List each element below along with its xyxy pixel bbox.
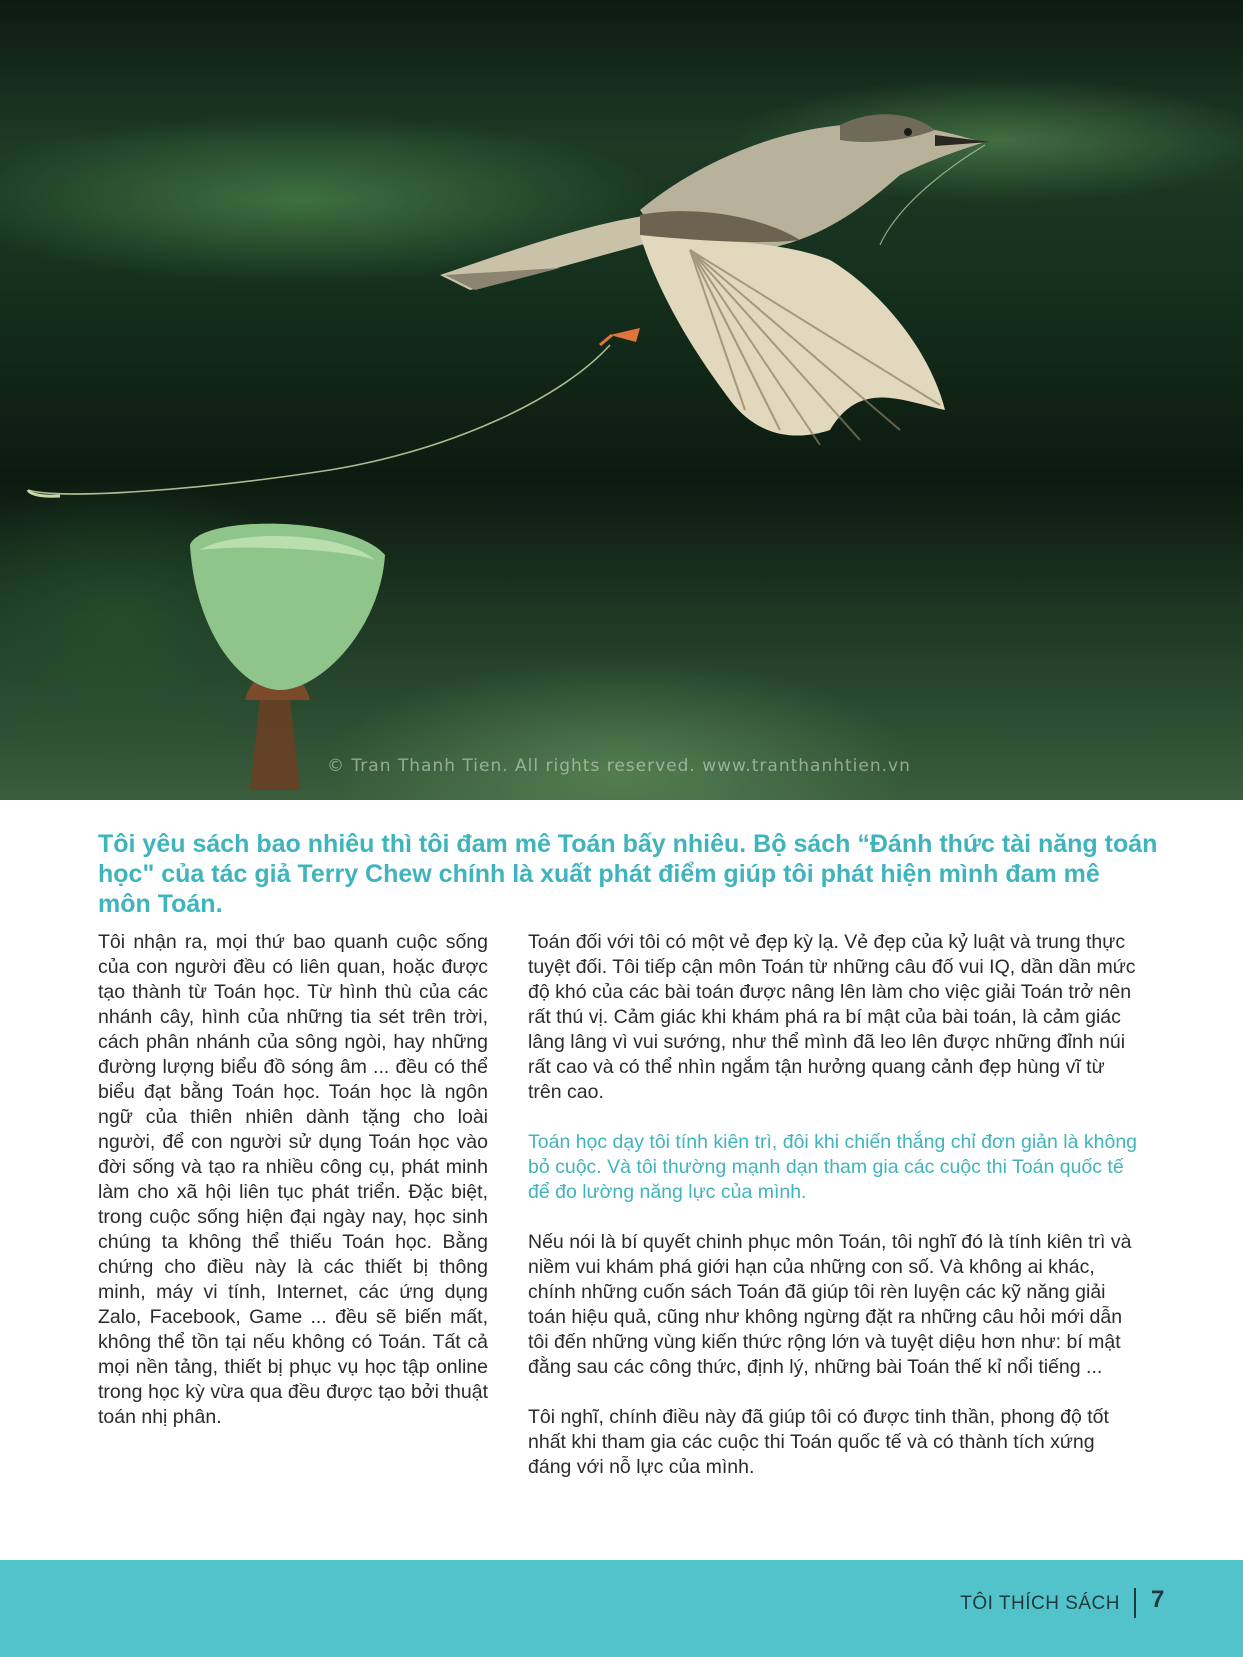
right-column	[528, 930, 1143, 1505]
photo-credit: © Tran Thanh Tien. All rights reserved. www.tranthanhtien.vn	[327, 756, 911, 776]
left-column	[98, 930, 488, 1430]
right-paragraph-1: Toán đối với tôi có một vẻ đẹp kỳ lạ. Vẻ đẹp của kỷ luật và trung thực tuyệt đối. Tôi tiếp cận môn Toán từ những câu đố vui IQ, dần dần mức độ khó của các bài toán được nâng lên làm cho việc giải Toán trở nên rất thú vị. Cảm giác khi khám phá ra bí mật của bài toán, là cảm giác lâng lâng vì vui sướng, như thể mình đã leo lên được những đỉnh núi rất cao và có thể nhìn ngắm tận hưởng quang cảnh đẹp hùng vĩ từ trên cao.	[528, 931, 1136, 1103]
left-paragraph: Tôi nhận ra, mọi thứ bao quanh cuộc sống của con người đều có liên quan, hoặc được tạo thành từ Toán học. Từ hình thù của các nhánh cây, hình của những tia sét trên trời, cách phân nhánh của sông ngòi, hay những đường lượng biểu đồ sóng âm ... đều có thể biểu đạt bằng Toán học. Toán học là ngôn ngữ của thiên nhiên dành tặng cho loài người, để con người sử dụng Toán học vào đời sống và tạo ra nhiều công cụ, phát minh làm cho xã hội liên tục phát triển. Đặc biệt, trong cuộc sống hiện đại ngày nay, học sinh chúng ta không thể thiếu Toán học. Bằng chứng cho điều này là các thiết bị thông minh, máy vi tính, Internet, các ứng dụng Zalo, Facebook, Game ... đều sẽ biến mất, không thể tồn tại nếu không có Toán. Tất cả mọi nền tảng, thiết bị phục vụ học tập online trong học kỳ vừa qua đều được tạo bởi thuật toán nhị phân.	[98, 931, 488, 1428]
right-paragraph-2: Nếu nói là bí quyết chinh phục môn Toán, tôi nghĩ đó là tính kiên trì và niềm vui khám phá giới hạn của những con số. Và không ai khác, chính những cuốn sách Toán đã giúp tôi rèn luyện các kỹ năng giải toán hiệu quả, cũng như không ngừng đặt ra những câu hỏi mới dẫn tôi đến những vùng kiến thức rộng lớn và tuyệt diệu hơn như: bí mật đằng sau các công thức, định lý, những bài Toán thế kỉ nổi tiếng ...	[528, 1231, 1132, 1378]
footer-divider	[1134, 1588, 1136, 1618]
hero-photo	[0, 0, 1243, 800]
right-paragraph-3: Tôi nghĩ, chính điều này đã giúp tôi có được tinh thần, phong độ tốt nhất khi tham gia các cuộc thi Toán quốc tế và có thành tích xứng đáng với nỗ lực của mình.	[528, 1406, 1109, 1478]
article-headline: Tôi yêu sách bao nhiêu thì tôi đam mê Toán bấy nhiêu. Bộ sách “Đánh thức tài năng toán học" của tác giả Terry Chew chính là xuất phát điểm giúp tôi phát hiện mình đam mê môn Toán.	[98, 830, 1158, 918]
pull-quote: Toán học dạy tôi tính kiên trì, đôi khi chiến thắng chỉ đơn giản là không bỏ cuộc. Và tôi thường mạnh dạn tham gia các cuộc thi Toán quốc tế để đo lường năng lực của mình.	[528, 1131, 1138, 1203]
page-number: 7	[1151, 1586, 1165, 1613]
bird-illustration	[0, 0, 1243, 800]
footer-section-name: TÔI THÍCH SÁCH	[960, 1593, 1120, 1614]
